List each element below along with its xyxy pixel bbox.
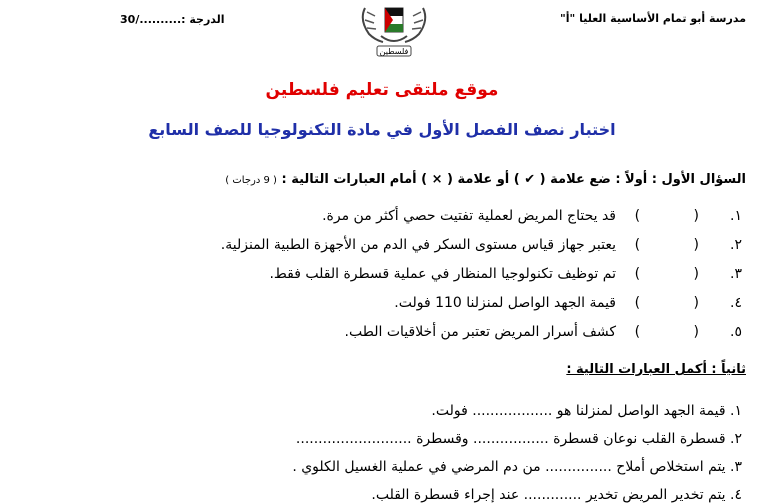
q1-item-2-text: يعتبر جهاز قياس مستوى السكر في الدم من الأجهزة الطبية المنزلية.: [220, 237, 616, 253]
q1-item-5-answer-box[interactable]: ( ): [634, 324, 699, 340]
q2-item-2[interactable]: ٢. قسطرة القلب نوعان قسطرة ................. وقسطرة ..........................: [295, 431, 742, 447]
q1-item-1-number: ١.: [730, 208, 742, 224]
q1-item-3-answer-box[interactable]: ( ): [634, 266, 699, 282]
q1-item-2-answer-box[interactable]: ( ): [634, 237, 699, 253]
q1-item-3-text: تم توظيف تكنولوجيا المنظار في عملية قسطرة القلب فقط.: [269, 266, 616, 282]
q2-item-4[interactable]: ٤. يتم تخدير المريض تخدير ............. عند إجراء قسطرة القلب.: [371, 487, 742, 503]
q2-item-1[interactable]: ١. قيمة الجهد الواصل لمنزلنا هو .................. فولت.: [431, 403, 742, 419]
emblem-caption: فلسطين: [379, 47, 409, 56]
question-1-heading: [225, 172, 746, 187]
q1-item-5-text: كشف أسرار المريض تعتبر من أخلاقيات الطب.: [344, 324, 616, 340]
q1-item-4-answer-box[interactable]: ( ): [634, 295, 699, 311]
exam-title: اختبار نصف الفصل الأول في مادة التكنولوجيا للصف السابع: [148, 120, 616, 139]
grade-field: الدرجة :........../30: [120, 13, 225, 26]
question-2-heading: ثانياً : أكمل العبارات التالية :: [566, 362, 746, 377]
q1-item-4-text: قيمة الجهد الواصل لمنزلنا 110 فولت.: [394, 295, 616, 311]
q1-item-3-number: ٣.: [730, 266, 742, 282]
q1-item-4-number: ٤.: [730, 295, 742, 311]
question-1-grade: ( 9 درجات ): [225, 175, 277, 186]
q1-item-2-number: ٢.: [730, 237, 742, 253]
site-title: موقع ملتقى تعليم فلسطين: [265, 80, 499, 100]
q1-item-1-answer-box[interactable]: ( ): [634, 208, 699, 224]
q1-item-1-text: قد يحتاج المريض لعملية تفتيت حصي أكثر من مرة.: [322, 208, 616, 224]
palestine-emblem-icon: [355, 0, 433, 62]
question-1-prompt: السؤال الأول : أولاً : ضع علامة ( ✔ ) أو علامة ( × ) أمام العبارات التالية :: [281, 172, 746, 187]
q1-item-5-number: ٥.: [730, 324, 742, 340]
school-name: مدرسة أبو تمام الأساسية العليا "أ": [560, 12, 746, 25]
q2-item-3[interactable]: ٣. يتم استخلاص أملاح ............... من دم المرضي في عملية الغسيل الكلوي .: [292, 459, 742, 475]
